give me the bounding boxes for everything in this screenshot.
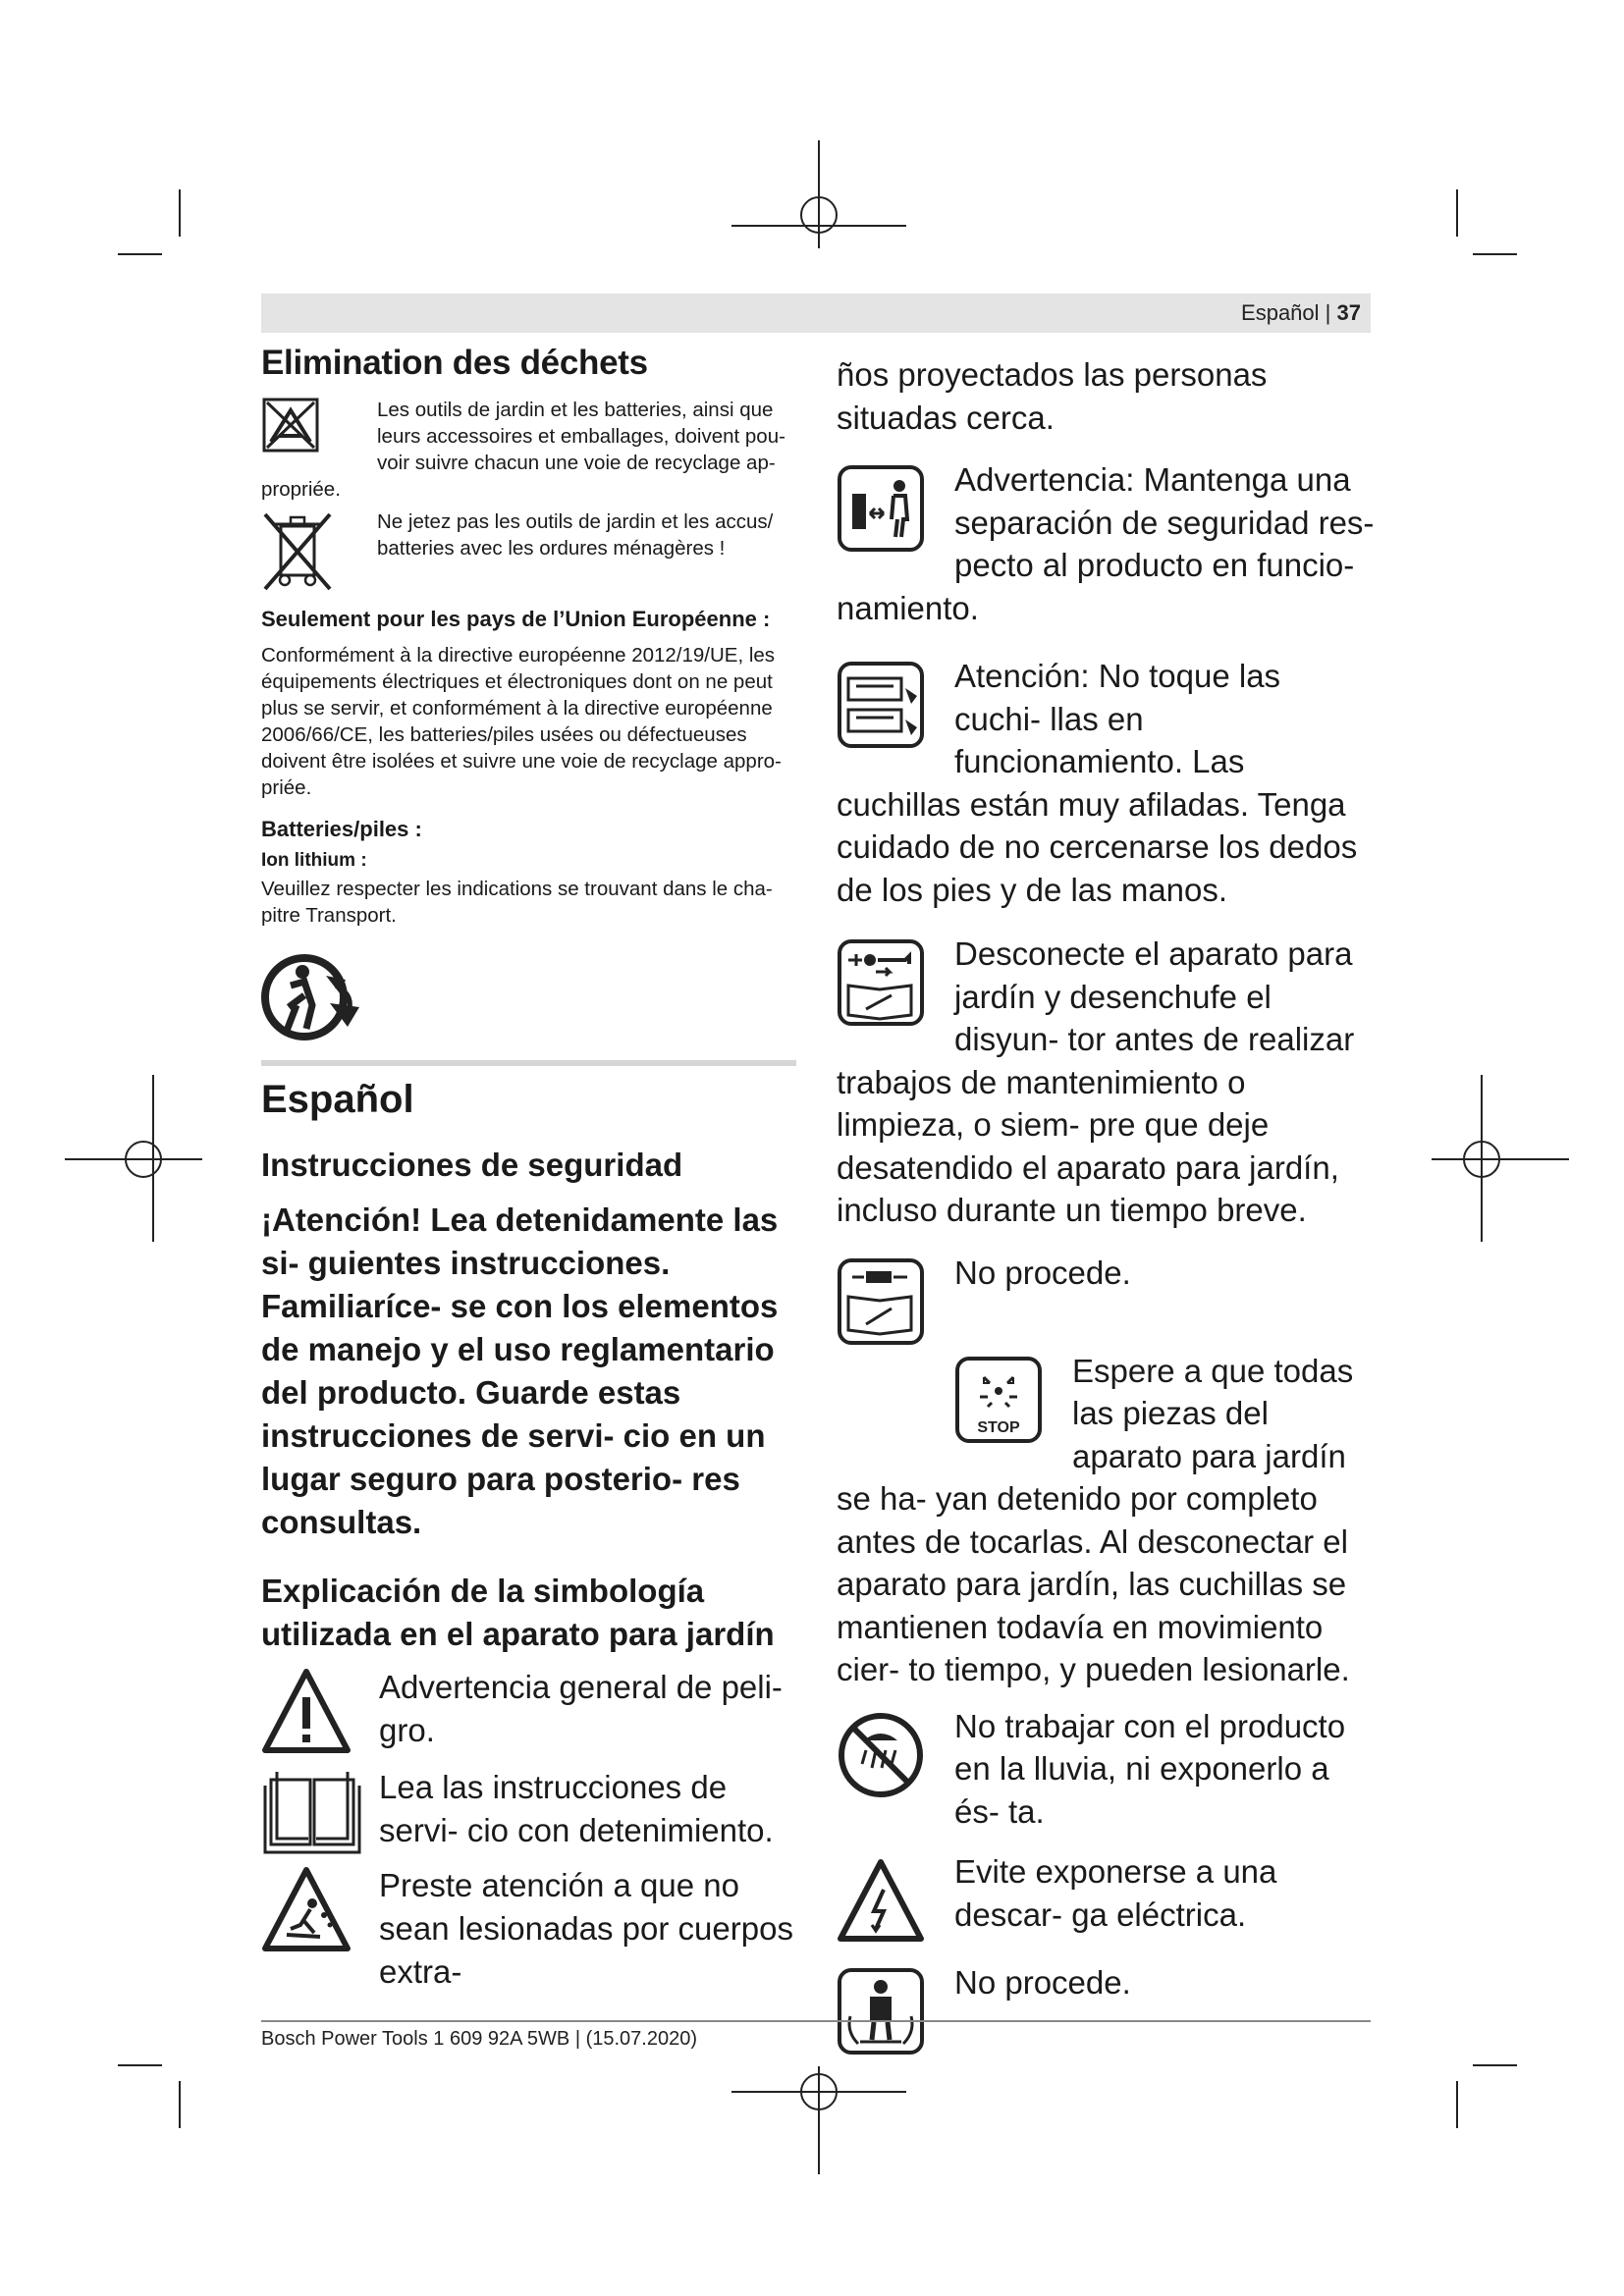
footer-text: Bosch Power Tools 1 609 92A 5WB | (15.07.2020): [261, 2028, 697, 2050]
recycle-block: [261, 397, 796, 476]
symbol-text: Lea las instrucciones de servi- cio con detenimiento.: [379, 1769, 774, 1848]
symbol-block: [837, 1850, 1375, 1936]
attention-text: ¡Atención! Lea detenidamente las si- guientes instrucciones. Familiaríce- se con los elementos de manejo y el uso reglamentario del producto. Guarde estas instrucciones de servi- cio en un lugar seguro para posterio- res consultas.: [261, 1201, 779, 1540]
warning-triangle-icon: [261, 1666, 379, 1756]
symbols-heading: Explicación de la simbología utilizada en el aparato para jardín: [261, 1573, 775, 1652]
page-number: 37: [1336, 300, 1361, 325]
trash-block: [261, 508, 796, 593]
symbol-text: Preste atención a que no sean lesionadas por cuerpos extra-: [379, 1867, 793, 1990]
recycle-text: Les outils de jardin et les batteries, ainsi que leurs accessoires et emballages, doivent pou- voir suivre chacun une voie de recyclage ap-: [377, 399, 785, 474]
electric-shock-icon: [837, 1856, 935, 1954]
unplug-icon: [837, 938, 935, 1037]
read-manual-icon: [261, 1766, 379, 1856]
symbol-text: No trabajar con el producto en la lluvia, ni exponerlo a és- ta.: [954, 1707, 1346, 1830]
french-heading: Elimination des déchets: [261, 344, 648, 382]
eu-heading: Seulement pour les pays de l’Union Européenne :: [261, 607, 771, 631]
header-language: Español: [1241, 300, 1320, 325]
safety-distance-icon: [837, 464, 935, 562]
header-separator: |: [1325, 300, 1331, 325]
symbol-text: No procede.: [954, 1964, 1131, 2001]
symbol-text: Evite exponerse a una descar- ga eléctrica.: [954, 1853, 1277, 1933]
spanish-heading: Español: [261, 1078, 414, 1121]
batteries-heading: Batteries/piles :: [261, 817, 422, 841]
crossed-bin-icon: [261, 508, 377, 593]
symbol-text: No procede.: [954, 1254, 1131, 1291]
operator-icon: [837, 1967, 935, 2065]
symbol-row: [261, 1766, 796, 1856]
sharp-blades-icon: [837, 661, 935, 759]
symbol-text-continued: ños proyectados las personas situadas cerca.: [837, 356, 1268, 436]
no-rain-icon: [837, 1711, 935, 1809]
page-header: [261, 294, 1371, 333]
flying-debris-icon: [261, 1864, 379, 1954]
eu-text: Conformément à la directive européenne 2012/19/UE, les équipements électriques et électroniques dont on ne peut plus se servir, et conformément à la directive européenne 2006/66/CE, les batteries/piles usées ou défectueuses doivent être isolées et suivre une voie de recyclage appro- priée.: [261, 644, 782, 799]
recycle-text-continued: propriée.: [261, 478, 341, 501]
tidyman-recycle-icon: [261, 946, 796, 1044]
symbol-block: [837, 655, 1375, 911]
section-divider: [261, 1060, 796, 1066]
ion-text: Veuillez respecter les indications se trouvant dans le cha- pitre Transport.: [261, 878, 773, 927]
right-column: [837, 353, 1375, 2065]
symbol-text: Advertencia general de peli- gro.: [379, 1669, 783, 1748]
stop-wait-icon: [954, 1356, 1053, 1454]
symbol-text: Desconecte el aparato para jardín y desenchufe el disyun- tor antes de realizar trabajos de mantenimiento o limpieza, o siem- pre que deje desatendido el aparato para jardín, incluso durante un tiempo breve.: [837, 935, 1355, 1228]
recycling-tools-icon: [261, 397, 377, 454]
symbol-block: [837, 1705, 1375, 1834]
trash-text: Ne jetez pas les outils de jardin et les accus/ batteries avec les ordures ménagères !: [377, 510, 774, 560]
safety-heading: Instrucciones de seguridad: [261, 1147, 683, 1183]
battery-manual-icon: [837, 1257, 935, 1356]
symbol-block: [837, 1350, 1375, 1691]
ion-heading: Ion lithium :: [261, 850, 367, 871]
symbol-row: [261, 1666, 796, 1756]
svg-text:STOP: STOP: [977, 1418, 1020, 1436]
header-label: [1241, 300, 1361, 326]
symbol-text: Atención: No toque las cuchi- llas en funcionamiento. Las cuchillas están muy afiladas. Tenga cuidado de no cercenarse los dedos de los pies y de las manos.: [837, 658, 1358, 908]
footer-rule: [261, 2020, 1371, 2022]
symbol-text: Advertencia: Mantenga una separación de seguridad res- pecto al producto en funcio- namiento.: [837, 461, 1375, 626]
symbol-block: [837, 933, 1375, 1232]
symbol-block: [837, 1252, 1375, 1350]
symbol-block: [837, 1961, 1375, 2004]
symbol-block: [837, 458, 1375, 629]
symbol-row: [261, 1864, 796, 1994]
left-column: [261, 344, 796, 1994]
symbol-text: Espere a que todas las piezas del aparato para jardín se ha- yan detenido por completo antes de tocarlas. Al desconectar el aparato para jardín, las cuchillas se mantienen todavía en movimiento cier- to tiempo, y pueden lesionarle.: [837, 1352, 1354, 1687]
